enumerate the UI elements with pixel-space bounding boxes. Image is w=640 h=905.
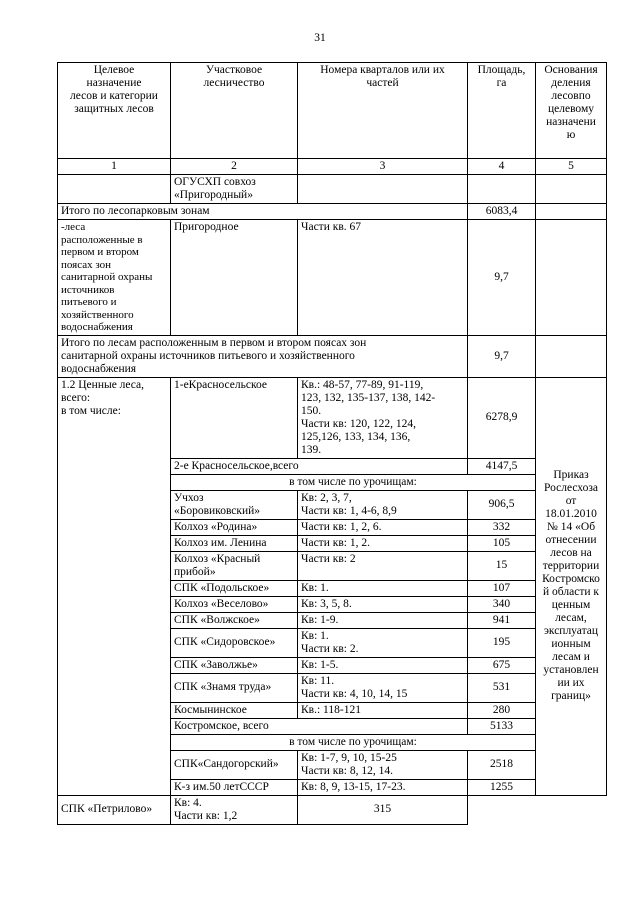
area-cell: 4147,5 — [468, 458, 536, 474]
area-cell: 9,7 — [468, 335, 536, 377]
header-col4: Площадь, га — [468, 63, 536, 159]
tract-name: СПК «Сидоровское» — [171, 628, 298, 657]
area-cell: 332 — [468, 519, 536, 535]
area-cell: 531 — [468, 673, 536, 702]
district-cell: 1-еКрасносельское — [171, 377, 298, 458]
quarters-cell: Части кв: 1, 2. — [298, 535, 468, 551]
area-cell: 6278,9 — [468, 377, 536, 458]
area-cell: 195 — [468, 628, 536, 657]
tract-name: СПК «Заволжье» — [171, 657, 298, 673]
header-row — [58, 63, 607, 159]
tract-name: СПК «Подольское» — [171, 580, 298, 596]
area-cell: 9,7 — [468, 220, 536, 336]
quarters-cell: Кв: 1-5. — [298, 657, 468, 673]
header-col5: Основания деления лесовпо целевому назначени ю — [536, 63, 607, 159]
header-col1: Целевое назначение лесов и категории защитных лесов — [58, 63, 171, 159]
quarters-cell: Кв: 1. Части кв: 2. — [298, 628, 468, 657]
area-cell: 6083,4 — [468, 204, 536, 220]
area-cell: 280 — [468, 702, 536, 718]
area-cell: 5133 — [468, 718, 536, 734]
tract-name: СПК «Петрилово» — [58, 795, 171, 824]
tract-name: Колхоз «Веселово» — [171, 596, 298, 612]
tract-name: Колхоз «Родина» — [171, 519, 298, 535]
header-col2: Участковое лесничество — [171, 63, 298, 159]
quarters-cell: Части кв: 2 — [298, 551, 468, 580]
colnum: 4 — [468, 159, 536, 175]
quarters-cell: Кв.: 48-57, 77-89, 91-119, 123, 132, 135-137, 138, 142- 150. Части кв: 120, 122, 124, 125,126, 133, 134, 136, 139. — [298, 377, 468, 458]
table-row — [58, 204, 607, 220]
district-cell: ОГУСХП совхоз «Пригородный» — [171, 175, 298, 204]
subheader-tracts: в том числе по урочищам: — [171, 734, 536, 750]
quarters-cell: Кв: 1-9. — [298, 612, 468, 628]
column-numbers-row — [58, 159, 607, 175]
area-cell: 1255 — [468, 779, 536, 795]
quarters-cell: Кв: 4. Части кв: 1,2 — [171, 795, 298, 824]
table-row — [58, 795, 607, 824]
total-label: Итого по лесопарковым зонам — [58, 204, 468, 220]
colnum: 5 — [536, 159, 607, 175]
basis-cell: Приказ Рослесхоза от 18.01.2010 № 14 «Об отнесении лесов на территории Костромско й области к ценным лесам, эксплуатац ионным лесам и установлен ии их границ» — [536, 377, 607, 795]
area-cell: 675 — [468, 657, 536, 673]
tract-name: СПК «Знамя труда» — [171, 673, 298, 702]
table-row — [58, 377, 607, 458]
area-cell: 2518 — [468, 750, 536, 779]
district-cell: Пригородное — [171, 220, 298, 336]
tract-name: Учхоз «Боровиковский» — [171, 490, 298, 519]
page-number: 31 — [314, 32, 326, 44]
quarters-cell: Кв: 3, 5, 8. — [298, 596, 468, 612]
quarters-cell: Кв.: 118-121 — [298, 702, 468, 718]
area-cell: 105 — [468, 535, 536, 551]
category-cell: 1.2 Ценные леса, всего: в том числе: — [58, 377, 171, 795]
category-cell: -леса расположенные в первом и втором поясах зон санитарной охраны источников питьевого и хозяйственного водоснабжения — [58, 220, 171, 336]
area-cell: 315 — [298, 795, 468, 824]
tract-name: СПК«Сандогорский» — [171, 750, 298, 779]
quarters-cell: Части кв: 1, 2, 6. — [298, 519, 468, 535]
header-col3: Номера кварталов или их частей — [298, 63, 468, 159]
district-total-label: 2-е Красносельское,всего — [171, 458, 468, 474]
colnum: 1 — [58, 159, 171, 175]
area-cell: 15 — [468, 551, 536, 580]
tract-name: Колхоз «Красный прибой» — [171, 551, 298, 580]
forest-table — [57, 62, 607, 825]
tract-name: К-з им.50 летСССР — [171, 779, 298, 795]
table-row — [58, 220, 607, 336]
area-cell: 107 — [468, 580, 536, 596]
area-cell: 340 — [468, 596, 536, 612]
table-row — [58, 335, 607, 377]
tract-name: СПК «Волжское» — [171, 612, 298, 628]
district-cell: Космынинское — [171, 702, 298, 718]
district-total-label: Костромское, всего — [171, 718, 468, 734]
colnum: 2 — [171, 159, 298, 175]
area-cell: 906,5 — [468, 490, 536, 519]
quarters-cell: Части кв. 67 — [298, 220, 468, 336]
quarters-cell: Кв: 8, 9, 13-15, 17-23. — [298, 779, 468, 795]
quarters-cell: Кв: 11. Части кв: 4, 10, 14, 15 — [298, 673, 468, 702]
colnum: 3 — [298, 159, 468, 175]
subheader-tracts: в том числе по урочищам: — [171, 474, 536, 490]
table-row — [58, 175, 607, 204]
area-cell: 941 — [468, 612, 536, 628]
quarters-cell: Кв: 1-7, 9, 10, 15-25 Части кв: 8, 12, 14. — [298, 750, 468, 779]
quarters-cell: Кв: 1. — [298, 580, 468, 596]
quarters-cell: Кв: 2, 3, 7, Части кв: 1, 4-6, 8,9 — [298, 490, 468, 519]
total-label: Итого по лесам расположенным в первом и втором поясах зон санитарной охраны источников питьевого и хозяйственного водоснабжения — [58, 335, 468, 377]
tract-name: Колхоз им. Ленина — [171, 535, 298, 551]
